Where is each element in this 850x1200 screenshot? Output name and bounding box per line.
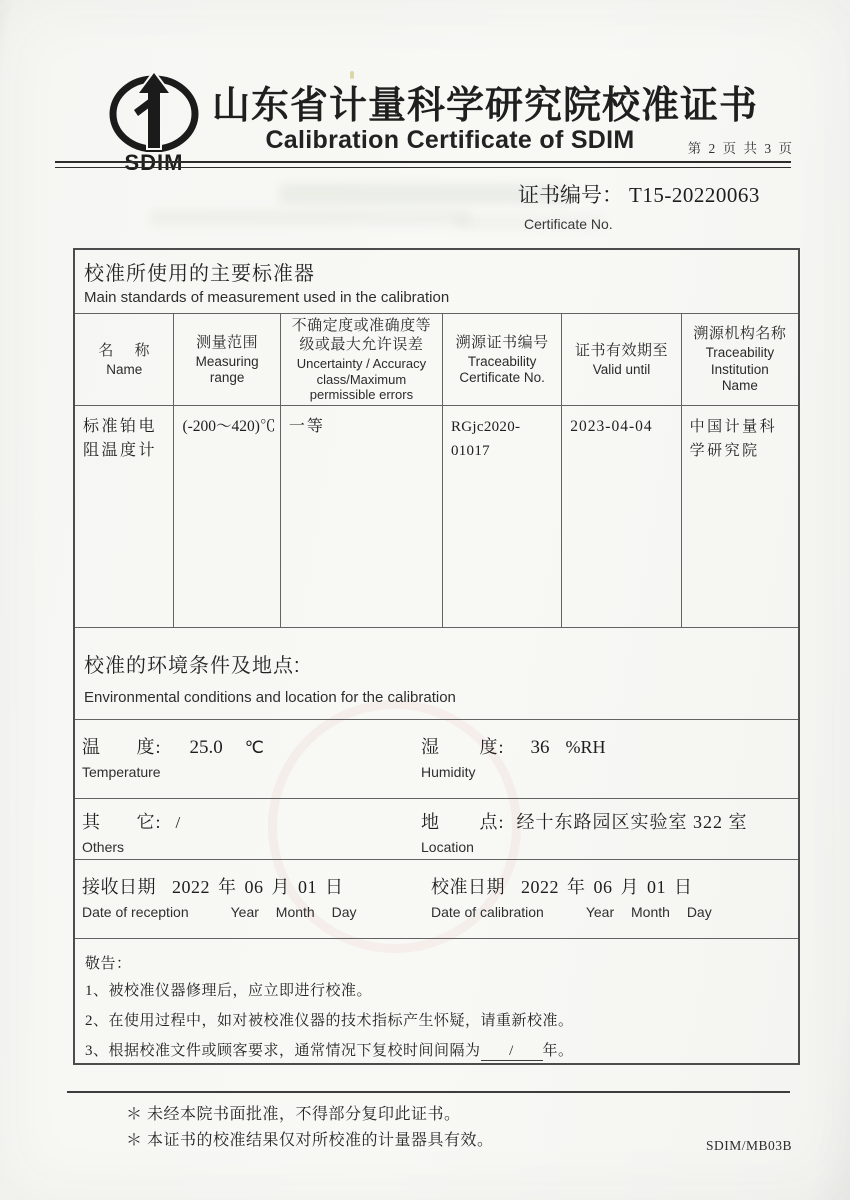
calibration-ymd-en: Year Month Day <box>585 904 712 921</box>
location-label-en: Location <box>421 838 474 855</box>
notice-item-3 <box>85 1040 786 1063</box>
header-cell-valid-until <box>562 314 681 405</box>
location-block <box>421 799 798 859</box>
dates-row <box>75 860 798 939</box>
traceability-no-cell: RGjc2020-01017 <box>443 406 562 627</box>
humidity-unit: %RH <box>565 736 606 757</box>
accuracy-class-cell: 一等 <box>281 406 443 627</box>
footer-note-1: ＊ 未经本院书面批准，不得部分复印此证书。 <box>126 1106 461 1123</box>
col-range-en: Measuring range <box>195 353 259 385</box>
notice-item-3-prefix: 3、根据校准文件或顾客要求，通常情况下复校时间间隔为 <box>85 1043 481 1060</box>
certificate-title-en: Calibration Certificate of SDIM <box>265 126 635 154</box>
calibration-label-en: Date of calibration <box>431 904 544 921</box>
notice-title: 敬告： <box>85 956 132 973</box>
others-label-en: Others <box>82 838 125 855</box>
col-name-en: Name <box>106 361 143 377</box>
reception-date-block <box>75 860 431 938</box>
col-uncertainty-cn: 不确定度或准确度等级或最大允许误差 <box>291 317 432 354</box>
temperature-label-en: Temperature <box>82 763 161 780</box>
others-value: / <box>175 812 181 832</box>
header-cell-trace-no <box>443 314 562 405</box>
reception-date-value: 2022 年 06 月 01 日 <box>172 877 344 898</box>
certificate-no-value: T15-20220063 <box>629 183 760 207</box>
humidity-value: 36 <box>530 736 550 758</box>
certificate-no-label-cn: 证书编号： <box>518 183 623 207</box>
notice-section <box>75 939 798 1063</box>
certificate-no-label-en: Certificate No. <box>524 216 613 232</box>
environment-title-cn: 校准的环境条件及地点: <box>84 654 301 677</box>
environment-title-en: Environmental conditions and location for the calibration <box>84 688 456 706</box>
logo-text: SDIM <box>124 150 184 175</box>
humidity-label-en: Humidity <box>421 763 476 780</box>
notice-item-2: 2、在使用过程中，如对被校准仪器的技术指标产生怀疑，请重新校准。 <box>85 1013 574 1030</box>
standards-section-title <box>75 250 798 314</box>
col-valid-en: Valid until <box>592 361 651 377</box>
reception-label-en: Date of reception <box>82 904 189 921</box>
valid-until-cell: 2023-04-04 <box>562 406 681 627</box>
header-cell-uncertainty <box>281 314 443 405</box>
standards-title-cn: 校准所使用的主要标准器 <box>84 263 315 285</box>
calibration-date-block <box>431 860 798 938</box>
temperature-block <box>75 720 421 798</box>
environment-section-title <box>75 628 798 720</box>
certificate-title-cn: 山东省计量科学研究院校准证书 <box>211 85 758 127</box>
footer-rule <box>67 1091 790 1093</box>
col-range-cn: 测量范围 <box>196 333 259 351</box>
temperature-value: 25.0 <box>189 736 223 758</box>
location-value: 经十东路园区实验室 322 室 <box>516 811 748 832</box>
header-cell-institution <box>682 314 798 405</box>
standards-title-en: Main standards of measurement used in the calibration <box>84 289 450 306</box>
col-trace-en: Traceability Certificate No. <box>459 353 545 385</box>
col-valid-cn: 证书有效期至 <box>574 341 668 359</box>
sdim-logo-arrow-up-in-circle-icon <box>104 72 204 152</box>
col-name-cn: 名 称 <box>98 341 151 359</box>
certificate-number-row <box>518 179 760 209</box>
col-institution-cn: 溯源机构名称 <box>693 325 787 343</box>
temperature-label-cn: 温 度: <box>82 736 162 757</box>
reception-ymd-en: Year Month Day <box>230 904 357 921</box>
others-block <box>75 799 421 859</box>
header-cell-name <box>75 314 174 405</box>
notice-item-3-suffix: 年。 <box>542 1043 574 1060</box>
col-uncertainty-en: Uncertainty / Accuracy class/Maximum permissible errors <box>296 356 427 403</box>
recalibration-interval-blank: / <box>481 1042 543 1061</box>
notice-item-1: 1、被校准仪器修理后，应立即进行校准。 <box>85 983 373 1000</box>
col-trace-cn: 溯源证书编号 <box>455 333 549 351</box>
form-code: SDIM/MB03B <box>705 1138 792 1153</box>
certificate-body-box <box>73 248 800 1065</box>
location-label-cn: 地 点: <box>421 811 505 832</box>
header-cell-range <box>174 314 280 405</box>
col-institution-en: Traceability Institution Name <box>705 345 775 394</box>
temp-humidity-row <box>75 720 798 799</box>
page-number: 第 2 页 共 3 页 <box>687 141 794 156</box>
standards-table-row <box>75 406 798 628</box>
others-location-row <box>75 799 798 860</box>
footer-note-2: ＊ 本证书的校准结果仅对所校准的计量器具有效。 <box>126 1132 494 1149</box>
header-double-rule <box>55 161 791 168</box>
humidity-label-cn: 湿 度: <box>421 736 505 757</box>
others-label-cn: 其 它: <box>82 811 162 832</box>
reception-label-cn: 接收日期 <box>82 877 156 898</box>
calibration-label-cn: 校准日期 <box>431 877 505 898</box>
institution-cell: 中国计量科学研究院 <box>689 418 778 459</box>
standards-table-header <box>75 314 798 406</box>
standard-name-cell: 标准铂电阻温度计 <box>75 406 174 627</box>
temperature-unit: ℃ <box>244 737 264 757</box>
humidity-block <box>421 720 798 798</box>
calibration-date-value: 2022 年 06 月 01 日 <box>521 877 693 898</box>
measuring-range-cell: (-200～420)℃ <box>174 406 280 627</box>
ink-bleed-ghost <box>150 210 470 225</box>
